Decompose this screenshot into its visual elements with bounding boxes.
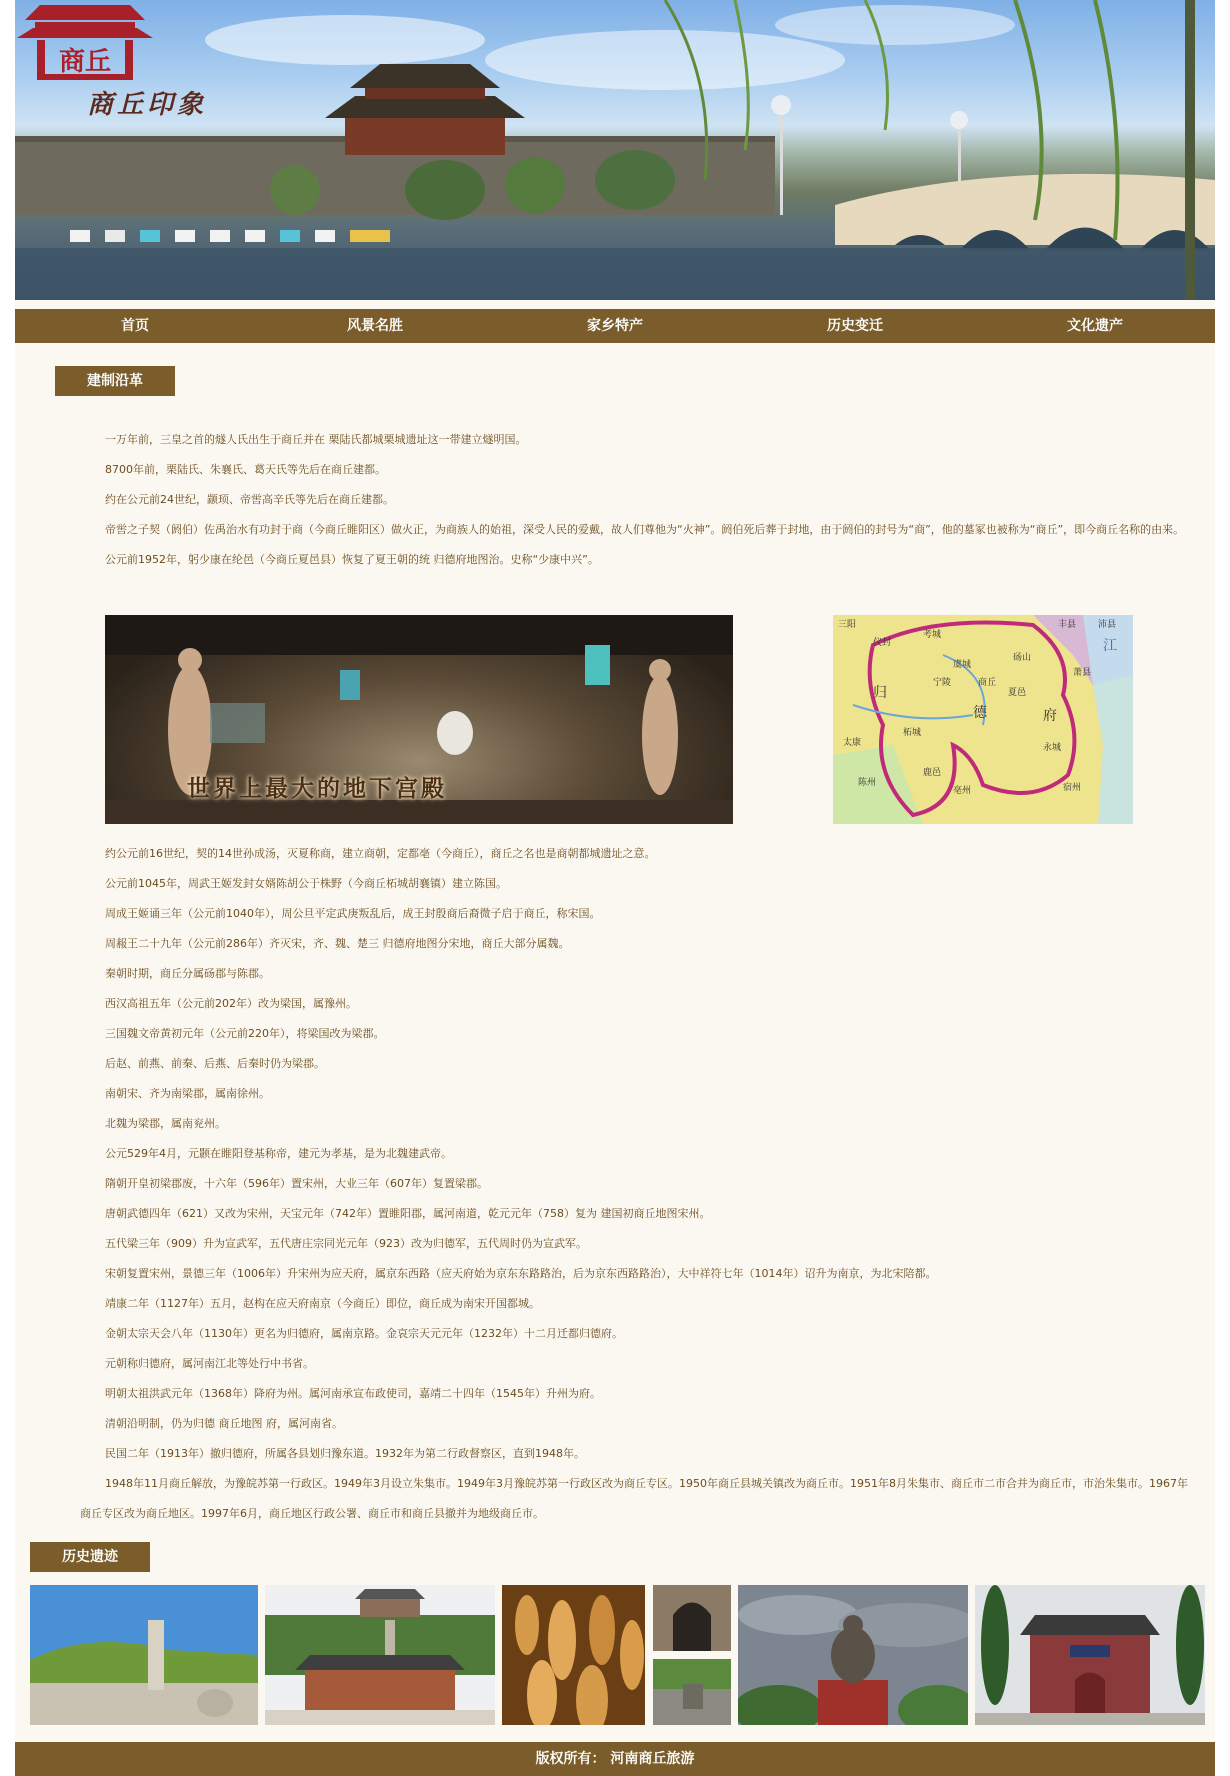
map-label: 丰县 — [1058, 620, 1077, 630]
map-label: 亳州 — [953, 786, 972, 796]
history-paragraph: 唐朝武德四年（621）又改为宋州，天宝元年（742年）置睢阳郡，属河南道，乾元元年（758）复为 建国初商丘地图宋州。 — [105, 1207, 711, 1220]
map-label: 太康 — [843, 738, 862, 748]
statue-scene — [738, 1585, 968, 1725]
gallery-image-courtyard[interactable] — [653, 1659, 731, 1725]
history-paragraph: 南朝宋、齐为南梁郡，属南徐州。 — [105, 1087, 270, 1100]
map-label: 陈州 — [858, 778, 877, 788]
history-paragraph: 后赵、前燕、前秦、后燕、后秦时仍为梁郡。 — [105, 1057, 325, 1070]
history-paragraph: 元朝称归德府，属河南江北等处行中书省。 — [105, 1357, 314, 1370]
history-paragraph: 一万年前，三皇之首的燧人氏出生于商丘并在 栗陆氏都城栗城遗址这一带建立燧明国。 — [105, 433, 527, 446]
history-text-top — [80, 425, 1190, 575]
map-label: 三阳 — [838, 620, 857, 630]
nav-item-scenery[interactable]: 风景名胜 — [347, 318, 403, 334]
nav-item-heritage[interactable]: 文化遗产 — [1067, 318, 1123, 334]
banner-scene — [15, 0, 1215, 300]
history-paragraph: 周成王姬诵三年（公元前1040年），周公旦平定武庚叛乱后，成王封殷商后裔微子启于商丘，称宋国。 — [105, 907, 601, 920]
history-paragraph: 五代梁三年（909）升为宣武军，五代唐庄宗同光元年（923）改为归德军，五代周时仍为宣武军。 — [105, 1237, 587, 1250]
gallery-image-terracotta[interactable] — [502, 1585, 645, 1725]
history-paragraph: 公元前1952年，躬少康在纶邑（今商丘夏邑县）恢复了夏王朝的统 归德府地图治。史称“少康中兴”。 — [105, 553, 599, 566]
main-nav — [15, 309, 1215, 343]
temple-scene — [265, 1585, 495, 1725]
history-paragraph: 宋朝复置宋州，景德三年（1006年）升宋州为应天府，属京东西路（应天府始为京东东路路治，后为京东西路路治），大中祥符七年（1014年）诏升为南京，为北宋陪都。 — [105, 1267, 937, 1280]
map-label: 沛县 — [1098, 620, 1117, 630]
history-text-bottom — [80, 839, 1190, 1529]
map-label: 仪封 — [873, 638, 892, 648]
gallery-image-shrine-gate[interactable] — [975, 1585, 1205, 1725]
history-paragraph: 公元前1045年，周武王姬发封女婿陈胡公于株野（今商丘柘城胡襄镇）建立陈国。 — [105, 877, 507, 890]
map-label: 鹿邑 — [923, 768, 942, 778]
history-paragraph: 明朝太祖洪武元年（1368年）降府为州。属河南承宣布政使司，嘉靖二十四年（1545年）升州为府。 — [105, 1387, 601, 1400]
palace-caption: 世界上最大的地下宫殿 — [187, 775, 447, 802]
map-label: 商丘 — [978, 678, 997, 688]
history-paragraph: 周赧王二十九年（公元前286年）齐灭宋，齐、魏、楚三 归德府地图分宋地，商丘大部分属魏。 — [105, 937, 570, 950]
guide-map-image — [833, 615, 1133, 824]
map-label: 夏邑 — [1008, 688, 1027, 698]
gallery-image-statue[interactable] — [738, 1585, 968, 1725]
page — [15, 0, 1215, 1776]
nav-item-specialty[interactable]: 家乡特产 — [587, 318, 643, 334]
nav-item-history[interactable]: 历史变迁 — [827, 318, 883, 334]
history-paragraph: 民国二年（1913年）撤归德府，所属各县划归豫东道。1932年为第二行政督察区，直到1948年。 — [105, 1447, 585, 1460]
map-label: 考城 — [923, 630, 942, 640]
gallery-image-stele[interactable] — [30, 1585, 258, 1725]
underground-palace-image — [105, 615, 733, 824]
tomb-scene — [653, 1585, 731, 1651]
footer-copyright: 版权所有： 河南商丘旅游 — [15, 1742, 1215, 1776]
map-label: 砀山 — [1013, 653, 1032, 663]
history-paragraph: 1948年11月商丘解放，为豫皖苏第一行政区。1949年3月设立朱集市。1949年3月豫皖苏第一行政区改为商丘专区。1950年商丘县城关镇改为商丘市。1951年8月朱集市、商丘市二市合并为商丘市，市治朱集市。1967年商丘专区改为商丘地区。1997年6月，商丘地区行政公署、商丘市和商丘县撤并为地级商丘市。 — [80, 1477, 1188, 1520]
map-label: 宁陵 — [933, 678, 952, 688]
history-paragraph: 清朝沿明制，仍为归德 商丘地图 府，属河南省。 — [105, 1417, 343, 1430]
history-paragraph: 隋朝开皇初梁郡废，十六年（596年）置宋州，大业三年（607年）复置梁郡。 — [105, 1177, 488, 1190]
map-label: 柘城 — [903, 728, 922, 738]
nav-item-home[interactable]: 首页 — [121, 318, 149, 334]
history-paragraph: 靖康二年（1127年）五月，赵构在应天府南京（今商丘）即位，商丘成为南宋开国都城。 — [105, 1297, 540, 1310]
map-label: 虞城 — [953, 660, 972, 670]
map-label: 江 — [1103, 638, 1117, 654]
map-scene — [833, 615, 1133, 824]
map-label: 萧县 — [1073, 668, 1092, 678]
section-title-relics: 历史遗迹 — [30, 1542, 150, 1572]
shrine-scene — [975, 1585, 1205, 1725]
history-paragraph: 秦朝时期，商丘分属砀郡与陈郡。 — [105, 967, 270, 980]
history-paragraph: 金朝太宗天会八年（1130年）更名为归德府，属南京路。金哀宗天元元年（1232年）十二月迁都归德府。 — [105, 1327, 623, 1340]
history-paragraph: 西汉高祖五年（公元前202年）改为梁国，属豫州。 — [105, 997, 357, 1010]
history-paragraph: 北魏为梁郡，属南兖州。 — [105, 1117, 226, 1130]
history-paragraph: 公元529年4月，元颢在睢阳登基称帝，建元为孝基，是为北魏建武帝。 — [105, 1147, 452, 1160]
terracotta-scene — [502, 1585, 645, 1725]
history-paragraph: 帝喾之子契（阏伯）佐禹治水有功封于商（今商丘睢阳区）做火正，为商族人的始祖，深受人民的爱戴，故人们尊他为“火神”。阏伯死后葬于封地，由于阏伯的封号为“商”，他的墓冢也被称为“商丘”，即今商丘名称的由来。 — [105, 523, 1185, 536]
map-label: 归 — [873, 685, 887, 701]
logo-text: 商丘印象 — [87, 90, 208, 120]
courtyard-scene — [653, 1659, 731, 1725]
header-banner — [15, 0, 1215, 300]
map-label: 宿州 — [1063, 783, 1082, 793]
gallery-image-tomb-entrance[interactable] — [653, 1585, 731, 1651]
logo-sign-text: 商丘 — [58, 47, 112, 77]
stele-scene — [30, 1585, 258, 1725]
history-paragraph: 8700年前，栗陆氏、朱襄氏、葛天氏等先后在商丘建都。 — [105, 463, 386, 476]
history-paragraph: 约在公元前24世纪，颛顼、帝喾高辛氏等先后在商丘建都。 — [105, 493, 394, 506]
map-label: 德 — [973, 705, 987, 721]
history-paragraph: 三国魏文帝黄初元年（公元前220年），将梁国改为梁郡。 — [105, 1027, 385, 1040]
gallery-image-temple[interactable] — [265, 1585, 495, 1725]
history-paragraph: 约公元前16世纪，契的14世孙成汤，灭夏称商，建立商朝，定都亳（今商丘），商丘之名也是商朝都城遗址之意。 — [105, 847, 656, 860]
map-label: 永城 — [1043, 743, 1062, 753]
section-title-history: 建制沿革 — [55, 366, 175, 396]
map-label: 府 — [1043, 708, 1057, 724]
